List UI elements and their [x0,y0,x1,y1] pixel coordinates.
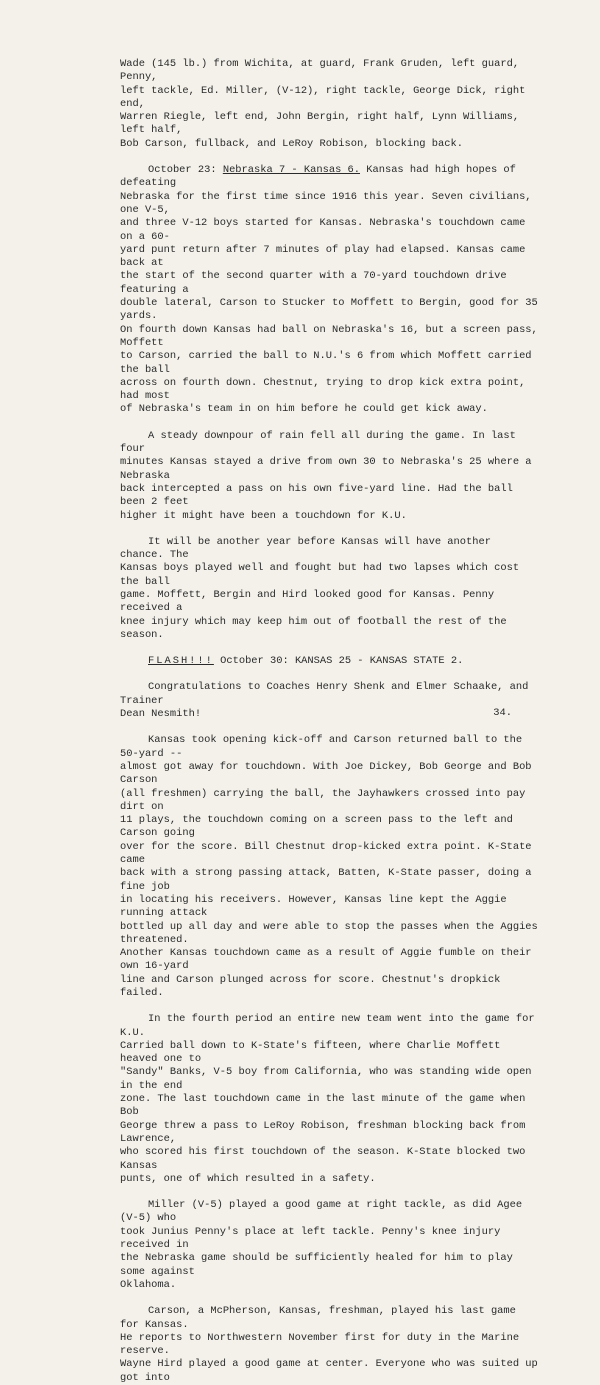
paragraph-flash [120,655,540,668]
nebraska-body: Kansas had high hopes of defeating Nebraska for the first time since 1916 this year. Seven civilians, one V-5, and three V-12 boys started for Kansas. Nebraska's touchdown came on a 60- yard punt return after 7 minutes of play had elapsed. Kansas came back at the start of the second quarter with a 70-yard touchdown drive featuring a double lateral, Carson to Stucker to Moffett to Bergin, good for 35 yards. On fourth down Kansas had ball on Nebraska's 16, but a screen pass, Moffett to Carson, carried the ball to N.U.'s 6 from which Moffett carried the ball across on fourth down. Chestnut, trying to drop kick extra point, had most of Nebraska's team in on him before he could get kick away. [120,164,538,416]
paragraph-miller-agee: Miller (V-5) played a good game at right tackle, as did Agee (V-5) who took Junius Penny's place at left tackle. Penny's knee injury received in the Nebraska game should be sufficiently healed for him to play some against Oklahoma. [120,1199,523,1291]
paragraph-kstate-first-half: Kansas took opening kick-off and Carson returned ball to the 50-yard -- almost got away for touchdown. With Joe Dickey, Bob George and Bob Carson (all freshmen) carrying the ball, the Jayhawkers crossed into pay dirt on 11 plays, the touchdown coming on a screen pass to the left and Carson going over for the score. Bill Chestnut drop-kicked extra point. K-State came back with a strong passing attack, Batten, K-State passer, doing a fine job in locating his receivers. However, Kansas line kept the Aggie running attack bottled up all day and were able to stop the passes when the Aggies threatened. Another Kansas touchdown came as a result of Aggie fumble on their own 16-yard line and Carson plunged across for score. Chestnut's dropkick failed. [120,734,538,999]
flash-score: October 30: KANSAS 25 - KANSAS STATE 2. [213,655,464,668]
paragraph-carson: Carson, a McPherson, Kansas, freshman, played his last game for Kansas. He reports to Northwestern November first for duty in the Marine reserve. Wayne Hird played a good game at center. Everyone who was suited up got into [120,1305,538,1384]
paragraph-fourth-period: In the fourth period an entire new team went into the game for K.U. Carried ball down to K-State's fifteen, where Charlie Moffett heaved one to "Sandy" Banks, V-5 boy from California, who was standing wide open in the end zone. The last touchdown came in the last minute of the game when Bob George threw a pass to LeRoy Robison, freshman blocking back from Lawrence, who scored his first touchdown of the season. K-State blocked two Kansas punts, one of which resulted in a safety. [120,1013,535,1185]
paragraph-lineup: Wade (145 lb.) from Wichita, at guard, Frank Gruden, left guard, Penny, left tackle, Ed. Miller, (V-12), right tackle, George Dick, right end, Warren Riegle, left end, John Bergin, right half, Lynn Williams, left half, Bob Carson, fullback, and LeRoy Robison, blocking back. [120,58,526,150]
page-number: 34. [493,707,512,719]
nebraska-headline: Nebraska 7 - Kansas 6. [222,164,361,177]
paragraph-next-year: It will be another year before Kansas will have another chance. The Kansas boys played well and fought but had two lapses which cost the ball game. Moffett, Bergin and Hird looked good for Kansas. Penny received a knee injury which may keep him out of football the rest of the season. [120,535,520,641]
paragraph-rain: A steady downpour of rain fell all during the game. In last four minutes Kansas stayed a drive from own 30 to Nebraska's 25 where a Nebraska back intercepted a pass on his own five-yard line. Had the ball been 2 feet higher it might have been a touchdown for K.U. [120,429,532,522]
paragraph-nebraska-game [120,164,540,417]
paragraph-congratulations: Congratulations to Coaches Henry Shenk and Elmer Schaake, and Trainer Dean Nesmith! [120,681,529,721]
flash-label: FLASH!!! [148,655,214,668]
nebraska-date: October 23: [148,164,223,177]
